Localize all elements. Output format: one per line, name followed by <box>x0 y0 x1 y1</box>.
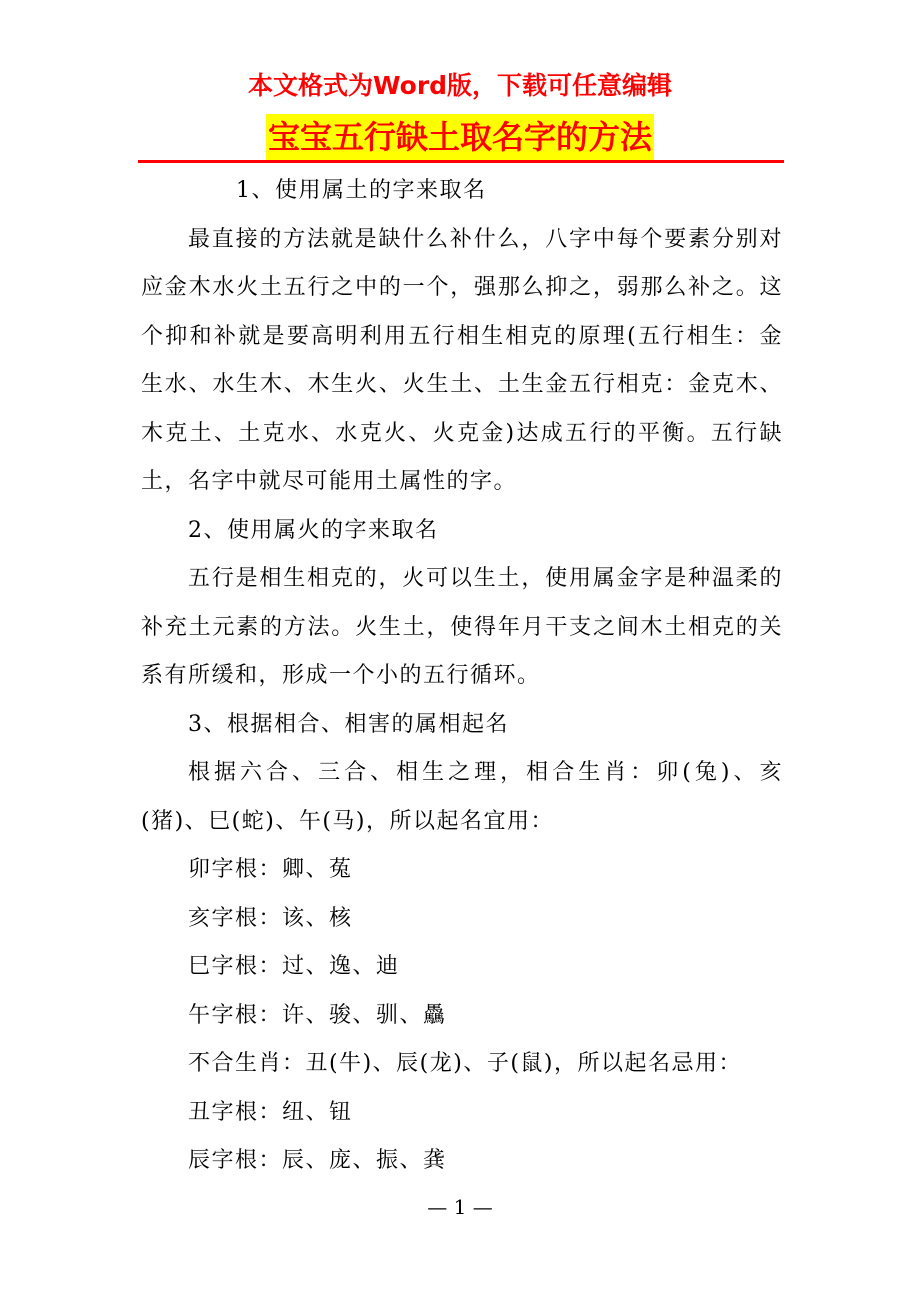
format-notice: 本文格式为Word版，下载可任意编辑 <box>247 71 673 100</box>
list-item: 丑字根：纽、钮 <box>188 1099 353 1125</box>
document-title: 宝宝五行缺土取名字的方法 <box>266 114 654 160</box>
body-paragraph: 五行是相生相克的，火可以生土，使用属金字是种温柔的补充土元素的方法。火生土，使得年月干支之间木土相克的关系有所缓和，形成一个小的五行循环。 <box>141 566 783 688</box>
body-paragraph: 根据六合、三合、相生之理，相合生肖：卯(兔)、亥(猪)、巳(蛇)、午(马)，所以起名宜用： <box>141 760 783 834</box>
section-heading-2: 2、使用属火的字来取名 <box>188 517 439 543</box>
body-paragraph: 最直接的方法就是缺什么补什么，八字中每个要素分别对应金木水火土五行之中的一个，强那么抑之，弱那么补之。这个抑和补就是要高明利用五行相生相克的原理(五行相生：金生水、水生木、木生火、火生土、土生金五行相克：金克木、木克土、土克水、水克火、火克金)达成五行的平衡。五行缺土，名字中就尽可能用土属性的字。 <box>141 226 783 494</box>
list-item: 辰字根：辰、庞、振、龚 <box>188 1148 447 1173</box>
title-container <box>0 114 920 160</box>
document-body <box>141 167 783 1186</box>
section-heading-3: 3、根据相合、相害的属相起名 <box>188 711 509 737</box>
page-number: — 1 — <box>427 1195 493 1219</box>
list-item: 午字根：许、骏、驯、驫 <box>188 1002 447 1028</box>
title-divider <box>138 160 784 163</box>
body-paragraph: 不合生肖：丑(牛)、辰(龙)、子(鼠)，所以起名忌用： <box>188 1051 742 1076</box>
list-item: 巳字根：过、逸、迪 <box>188 954 400 979</box>
section-heading-1: 1、使用属土的字来取名 <box>236 178 487 203</box>
list-item: 亥字根：该、核 <box>188 905 353 931</box>
list-item: 卯字根：卿、菟 <box>188 857 353 882</box>
